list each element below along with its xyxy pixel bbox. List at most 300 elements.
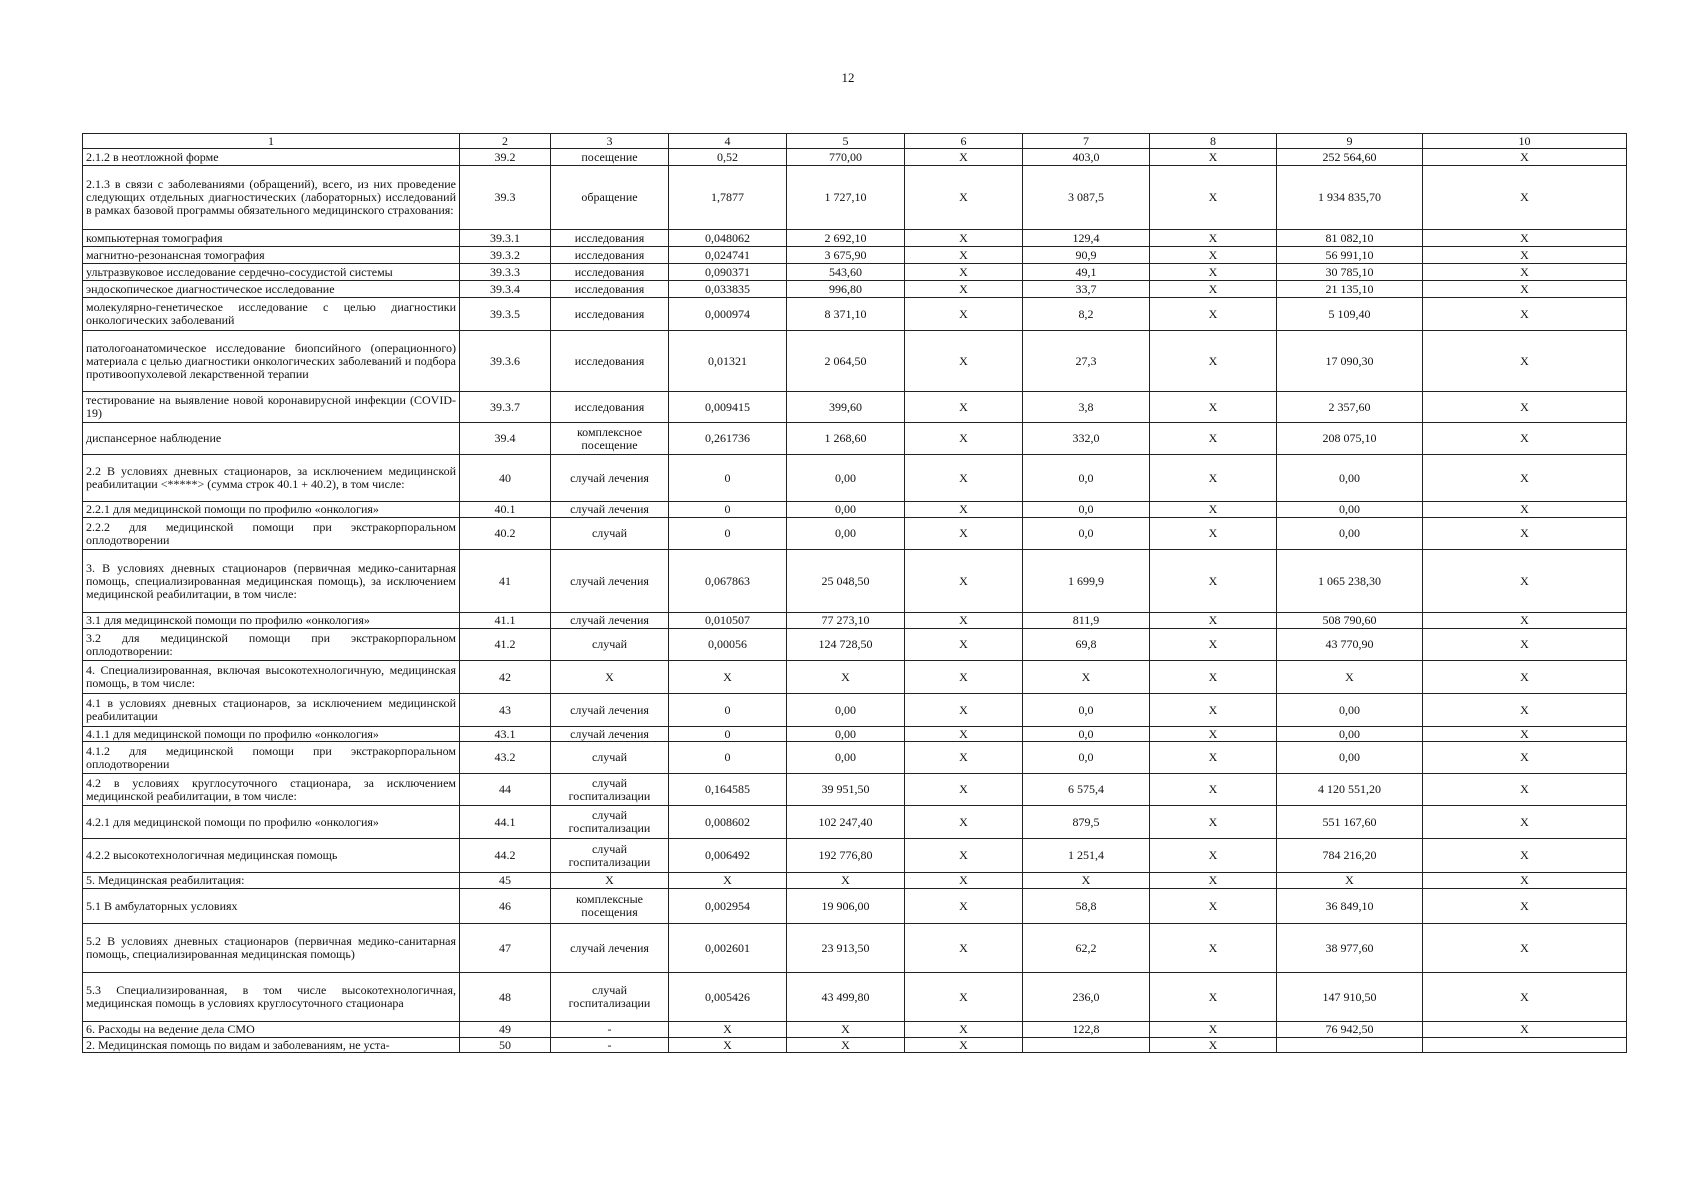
unit-cell: случай лечения <box>551 502 669 518</box>
table-row <box>83 613 1627 629</box>
value-cell-10: Х <box>1423 1022 1627 1038</box>
header-row <box>83 134 1627 149</box>
value-cell-4: 0 <box>669 742 787 774</box>
value-cell-8: Х <box>1150 774 1277 806</box>
header-cell: 9 <box>1277 134 1423 149</box>
value-cell-5: 1 268,60 <box>787 423 905 455</box>
value-cell-8: Х <box>1150 839 1277 873</box>
value-cell-9 <box>1277 1038 1423 1053</box>
value-cell-10: Х <box>1423 839 1627 873</box>
unit-cell: исследования <box>551 281 669 298</box>
row-code-cell: 39.3.2 <box>460 247 551 264</box>
value-cell-4: 0 <box>669 727 787 742</box>
value-cell-10: Х <box>1423 924 1627 973</box>
value-cell-6: Х <box>905 839 1023 873</box>
table-row <box>83 629 1627 661</box>
value-cell-6: Х <box>905 1038 1023 1053</box>
row-code-cell: 45 <box>460 873 551 889</box>
value-cell-9: 147 910,50 <box>1277 973 1423 1022</box>
value-cell-8: Х <box>1150 149 1277 166</box>
row-name-cell: 2.1.3 в связи с заболеваниями (обращений), всего, из них проведение следующих отдельных диагностических (лабораторных) исследований в рамках базовой программы обязательного медицинского страхования: <box>83 166 460 230</box>
row-code-cell: 44.1 <box>460 806 551 839</box>
row-name-cell: 5.1 В амбулаторных условиях <box>83 889 460 924</box>
table-row <box>83 1022 1627 1038</box>
table-row <box>83 298 1627 331</box>
row-code-cell: 39.3.1 <box>460 230 551 247</box>
value-cell-5: 124 728,50 <box>787 629 905 661</box>
unit-cell: - <box>551 1022 669 1038</box>
unit-cell: исследования <box>551 392 669 423</box>
value-cell-8: Х <box>1150 230 1277 247</box>
table-row <box>83 331 1627 392</box>
value-cell-5: 39 951,50 <box>787 774 905 806</box>
value-cell-8: Х <box>1150 873 1277 889</box>
unit-cell: случай <box>551 629 669 661</box>
value-cell-7: Х <box>1023 873 1150 889</box>
value-cell-8: Х <box>1150 661 1277 694</box>
value-cell-6: Х <box>905 247 1023 264</box>
value-cell-9: 0,00 <box>1277 742 1423 774</box>
value-cell-8: Х <box>1150 924 1277 973</box>
row-name-cell: 5. Медицинская реабилитация: <box>83 873 460 889</box>
unit-cell: случай лечения <box>551 727 669 742</box>
value-cell-4: 0,033835 <box>669 281 787 298</box>
value-cell-9: 784 216,20 <box>1277 839 1423 873</box>
unit-cell: Х <box>551 661 669 694</box>
value-cell-10: Х <box>1423 973 1627 1022</box>
row-name-cell: тестирование на выявление новой коронавирусной инфекции (COVID-19) <box>83 392 460 423</box>
value-cell-9: 0,00 <box>1277 694 1423 727</box>
value-cell-4: 0,164585 <box>669 774 787 806</box>
value-cell-7: 8,2 <box>1023 298 1150 331</box>
unit-cell: случай <box>551 518 669 550</box>
value-cell-5: 0,00 <box>787 742 905 774</box>
row-name-cell: 4.1.1 для медицинской помощи по профилю «онкология» <box>83 727 460 742</box>
value-cell-6: Х <box>905 973 1023 1022</box>
header-cell: 8 <box>1150 134 1277 149</box>
row-name-cell: 2.2.1 для медицинской помощи по профилю «онкология» <box>83 502 460 518</box>
value-cell-7: 0,0 <box>1023 694 1150 727</box>
value-cell-9: 0,00 <box>1277 727 1423 742</box>
value-cell-4: 0,002954 <box>669 889 787 924</box>
page-number: 12 <box>841 70 855 85</box>
value-cell-6: Х <box>905 331 1023 392</box>
value-cell-8: Х <box>1150 264 1277 281</box>
table-row <box>83 727 1627 742</box>
value-cell-9: 36 849,10 <box>1277 889 1423 924</box>
value-cell-4: 0,024741 <box>669 247 787 264</box>
table-row <box>83 149 1627 166</box>
table-row <box>83 281 1627 298</box>
value-cell-8: Х <box>1150 613 1277 629</box>
value-cell-8: Х <box>1150 298 1277 331</box>
value-cell-8: Х <box>1150 455 1277 502</box>
value-cell-9: 30 785,10 <box>1277 264 1423 281</box>
table-row <box>83 264 1627 281</box>
value-cell-6: Х <box>905 613 1023 629</box>
row-name-cell: 3. В условиях дневных стационаров (первичная медико-санитарная помощь, специализированная медицинская помощь), за исключением медицинской реабилитации, в том числе: <box>83 550 460 613</box>
tariff-table <box>82 133 1627 1053</box>
value-cell-8: Х <box>1150 742 1277 774</box>
value-cell-6: Х <box>905 392 1023 423</box>
row-name-cell: 4. Специализированная, включая высокотехнологичную, медицинская помощь, в том числе: <box>83 661 460 694</box>
value-cell-5: Х <box>787 661 905 694</box>
value-cell-5: 19 906,00 <box>787 889 905 924</box>
value-cell-10: Х <box>1423 742 1627 774</box>
value-cell-8: Х <box>1150 806 1277 839</box>
row-name-cell: 3.2 для медицинской помощи при экстракорпоральном оплодотворении: <box>83 629 460 661</box>
value-cell-10: Х <box>1423 518 1627 550</box>
value-cell-6: Х <box>905 806 1023 839</box>
value-cell-6: Х <box>905 281 1023 298</box>
header-cell: 3 <box>551 134 669 149</box>
value-cell-9: 0,00 <box>1277 502 1423 518</box>
row-name-cell: патологоанатомическое исследование биопсийного (операционного) материала с целью диагностики онкологических заболеваний и подбора противоопухолевой лекарственной терапии <box>83 331 460 392</box>
row-code-cell: 39.3.4 <box>460 281 551 298</box>
value-cell-7: 811,9 <box>1023 613 1150 629</box>
row-name-cell: 4.2.1 для медицинской помощи по профилю «онкология» <box>83 806 460 839</box>
value-cell-4: 0,00056 <box>669 629 787 661</box>
value-cell-9: 43 770,90 <box>1277 629 1423 661</box>
unit-cell: обращение <box>551 166 669 230</box>
header-cell: 10 <box>1423 134 1627 149</box>
value-cell-5: Х <box>787 1022 905 1038</box>
unit-cell: случай лечения <box>551 550 669 613</box>
table-body <box>83 134 1627 1053</box>
value-cell-6: Х <box>905 518 1023 550</box>
row-code-cell: 50 <box>460 1038 551 1053</box>
value-cell-4: Х <box>669 661 787 694</box>
value-cell-8: Х <box>1150 973 1277 1022</box>
table-row <box>83 423 1627 455</box>
row-code-cell: 41.1 <box>460 613 551 629</box>
header-cell: 1 <box>83 134 460 149</box>
value-cell-9: 76 942,50 <box>1277 1022 1423 1038</box>
row-name-cell: 3.1 для медицинской помощи по профилю «онкология» <box>83 613 460 629</box>
value-cell-8: Х <box>1150 166 1277 230</box>
value-cell-4: Х <box>669 873 787 889</box>
table-row <box>83 889 1627 924</box>
row-name-cell: ультразвуковое исследование сердечно-сосудистой системы <box>83 264 460 281</box>
row-name-cell: 2.2 В условиях дневных стационаров, за исключением медицинской реабилитации <*****> (сумма строк 40.1 + 40.2), в том числе: <box>83 455 460 502</box>
value-cell-7: 879,5 <box>1023 806 1150 839</box>
row-name-cell: 5.2 В условиях дневных стационаров (первичная медико-санитарная помощь, специализированная медицинская помощь) <box>83 924 460 973</box>
value-cell-7: 3,8 <box>1023 392 1150 423</box>
value-cell-4: 0,005426 <box>669 973 787 1022</box>
value-cell-8: Х <box>1150 331 1277 392</box>
row-name-cell: 4.1.2 для медицинской помощи при экстракорпоральном оплодотворении <box>83 742 460 774</box>
row-name-cell: 2.2.2 для медицинской помощи при экстракорпоральном оплодотворении <box>83 518 460 550</box>
value-cell-5: 0,00 <box>787 518 905 550</box>
value-cell-5: 2 064,50 <box>787 331 905 392</box>
header-cell: 6 <box>905 134 1023 149</box>
table-row <box>83 873 1627 889</box>
value-cell-6: Х <box>905 661 1023 694</box>
unit-cell: исследования <box>551 331 669 392</box>
value-cell-7: 122,8 <box>1023 1022 1150 1038</box>
value-cell-5: 192 776,80 <box>787 839 905 873</box>
value-cell-10: Х <box>1423 727 1627 742</box>
value-cell-4: 0,008602 <box>669 806 787 839</box>
row-code-cell: 47 <box>460 924 551 973</box>
value-cell-5: 3 675,90 <box>787 247 905 264</box>
unit-cell: случай госпитализации <box>551 973 669 1022</box>
value-cell-8: Х <box>1150 1038 1277 1053</box>
row-name-cell: 5.3 Специализированная, в том числе высокотехнологичная, медицинская помощь в условиях круглосуточного стационара <box>83 973 460 1022</box>
row-name-cell: 6. Расходы на ведение дела СМО <box>83 1022 460 1038</box>
table-row <box>83 661 1627 694</box>
table-row <box>83 518 1627 550</box>
value-cell-7: 403,0 <box>1023 149 1150 166</box>
value-cell-7: 69,8 <box>1023 629 1150 661</box>
value-cell-5: 770,00 <box>787 149 905 166</box>
table-row <box>83 247 1627 264</box>
value-cell-5: 0,00 <box>787 727 905 742</box>
value-cell-8: Х <box>1150 1022 1277 1038</box>
value-cell-4: 0,048062 <box>669 230 787 247</box>
value-cell-10: Х <box>1423 774 1627 806</box>
value-cell-4: 0,01321 <box>669 331 787 392</box>
value-cell-6: Х <box>905 149 1023 166</box>
value-cell-10: Х <box>1423 629 1627 661</box>
value-cell-10: Х <box>1423 281 1627 298</box>
unit-cell: исследования <box>551 230 669 247</box>
value-cell-6: Х <box>905 423 1023 455</box>
row-name-cell: диспансерное наблюдение <box>83 423 460 455</box>
value-cell-6: Х <box>905 264 1023 281</box>
table-row <box>83 230 1627 247</box>
header-cell: 4 <box>669 134 787 149</box>
row-code-cell: 39.4 <box>460 423 551 455</box>
unit-cell: случай лечения <box>551 694 669 727</box>
value-cell-7: 1 699,9 <box>1023 550 1150 613</box>
value-cell-10: Х <box>1423 661 1627 694</box>
value-cell-9: 4 120 551,20 <box>1277 774 1423 806</box>
unit-cell: случай лечения <box>551 455 669 502</box>
value-cell-6: Х <box>905 230 1023 247</box>
value-cell-5: 2 692,10 <box>787 230 905 247</box>
unit-cell: случай лечения <box>551 924 669 973</box>
value-cell-4: 0,52 <box>669 149 787 166</box>
value-cell-6: Х <box>905 873 1023 889</box>
value-cell-10: Х <box>1423 149 1627 166</box>
value-cell-10 <box>1423 1038 1627 1053</box>
value-cell-10: Х <box>1423 889 1627 924</box>
table-row <box>83 166 1627 230</box>
unit-cell: исследования <box>551 298 669 331</box>
row-code-cell: 43.2 <box>460 742 551 774</box>
value-cell-9: 21 135,10 <box>1277 281 1423 298</box>
value-cell-6: Х <box>905 694 1023 727</box>
value-cell-5: 0,00 <box>787 502 905 518</box>
value-cell-6: Х <box>905 298 1023 331</box>
value-cell-9: 508 790,60 <box>1277 613 1423 629</box>
unit-cell: случай госпитализации <box>551 806 669 839</box>
value-cell-8: Х <box>1150 518 1277 550</box>
value-cell-4: 0 <box>669 455 787 502</box>
value-cell-10: Х <box>1423 806 1627 839</box>
value-cell-6: Х <box>905 1022 1023 1038</box>
value-cell-5: 399,60 <box>787 392 905 423</box>
row-code-cell: 39.3.7 <box>460 392 551 423</box>
value-cell-7: 1 251,4 <box>1023 839 1150 873</box>
value-cell-4: 0 <box>669 694 787 727</box>
value-cell-9: 0,00 <box>1277 455 1423 502</box>
row-name-cell: 4.2 в условиях круглосуточного стационара, за исключением медицинской реабилитации, в том числе: <box>83 774 460 806</box>
value-cell-5: 23 913,50 <box>787 924 905 973</box>
value-cell-8: Х <box>1150 247 1277 264</box>
value-cell-7: Х <box>1023 661 1150 694</box>
row-name-cell: 4.2.2 высокотехнологичная медицинская помощь <box>83 839 460 873</box>
value-cell-4: Х <box>669 1038 787 1053</box>
value-cell-7: 129,4 <box>1023 230 1150 247</box>
unit-cell: исследования <box>551 247 669 264</box>
value-cell-5: 0,00 <box>787 694 905 727</box>
table-row <box>83 392 1627 423</box>
value-cell-5: 25 048,50 <box>787 550 905 613</box>
value-cell-8: Х <box>1150 629 1277 661</box>
value-cell-10: Х <box>1423 298 1627 331</box>
unit-cell: Х <box>551 873 669 889</box>
value-cell-10: Х <box>1423 550 1627 613</box>
value-cell-6: Х <box>905 727 1023 742</box>
value-cell-5: 8 371,10 <box>787 298 905 331</box>
unit-cell: - <box>551 1038 669 1053</box>
value-cell-9: 56 991,10 <box>1277 247 1423 264</box>
value-cell-9: 1 934 835,70 <box>1277 166 1423 230</box>
row-code-cell: 39.3.6 <box>460 331 551 392</box>
table-row <box>83 973 1627 1022</box>
row-code-cell: 43 <box>460 694 551 727</box>
header-cell: 2 <box>460 134 551 149</box>
value-cell-4: Х <box>669 1022 787 1038</box>
value-cell-8: Х <box>1150 694 1277 727</box>
value-cell-7 <box>1023 1038 1150 1053</box>
row-code-cell: 40.1 <box>460 502 551 518</box>
value-cell-7: 90,9 <box>1023 247 1150 264</box>
header-cell: 7 <box>1023 134 1150 149</box>
row-name-cell: молекулярно-генетическое исследование с целью диагностики онкологических заболеваний <box>83 298 460 331</box>
value-cell-9: 17 090,30 <box>1277 331 1423 392</box>
value-cell-10: Х <box>1423 423 1627 455</box>
row-name-cell: магнитно-резонансная томография <box>83 247 460 264</box>
value-cell-10: Х <box>1423 455 1627 502</box>
row-name-cell: 4.1 в условиях дневных стационаров, за исключением медицинской реабилитации <box>83 694 460 727</box>
value-cell-9: Х <box>1277 661 1423 694</box>
value-cell-5: 43 499,80 <box>787 973 905 1022</box>
value-cell-6: Х <box>905 166 1023 230</box>
table-row <box>83 502 1627 518</box>
value-cell-9: 38 977,60 <box>1277 924 1423 973</box>
value-cell-10: Х <box>1423 264 1627 281</box>
row-name-cell: 2.1.2 в неотложной форме <box>83 149 460 166</box>
tariff-table-sheet <box>82 133 1626 1053</box>
value-cell-7: 0,0 <box>1023 742 1150 774</box>
value-cell-10: Х <box>1423 613 1627 629</box>
row-code-cell: 40.2 <box>460 518 551 550</box>
value-cell-10: Х <box>1423 694 1627 727</box>
row-code-cell: 48 <box>460 973 551 1022</box>
unit-cell: случай <box>551 742 669 774</box>
value-cell-5: 102 247,40 <box>787 806 905 839</box>
value-cell-4: 0,000974 <box>669 298 787 331</box>
table-row <box>83 839 1627 873</box>
value-cell-4: 1,7877 <box>669 166 787 230</box>
value-cell-10: Х <box>1423 873 1627 889</box>
unit-cell: случай лечения <box>551 613 669 629</box>
unit-cell: посещение <box>551 149 669 166</box>
value-cell-9: 5 109,40 <box>1277 298 1423 331</box>
value-cell-7: 27,3 <box>1023 331 1150 392</box>
value-cell-7: 0,0 <box>1023 455 1150 502</box>
value-cell-7: 0,0 <box>1023 502 1150 518</box>
table-row <box>83 806 1627 839</box>
value-cell-8: Х <box>1150 281 1277 298</box>
row-code-cell: 41.2 <box>460 629 551 661</box>
row-code-cell: 39.2 <box>460 149 551 166</box>
table-row <box>83 694 1627 727</box>
value-cell-8: Х <box>1150 550 1277 613</box>
value-cell-6: Х <box>905 774 1023 806</box>
row-code-cell: 49 <box>460 1022 551 1038</box>
row-name-cell: эндоскопическое диагностическое исследование <box>83 281 460 298</box>
value-cell-10: Х <box>1423 502 1627 518</box>
table-row <box>83 774 1627 806</box>
value-cell-10: Х <box>1423 166 1627 230</box>
row-code-cell: 40 <box>460 455 551 502</box>
row-code-cell: 39.3 <box>460 166 551 230</box>
value-cell-8: Х <box>1150 392 1277 423</box>
value-cell-7: 49,1 <box>1023 264 1150 281</box>
row-code-cell: 46 <box>460 889 551 924</box>
value-cell-6: Х <box>905 889 1023 924</box>
value-cell-5: Х <box>787 873 905 889</box>
row-code-cell: 44.2 <box>460 839 551 873</box>
value-cell-4: 0,009415 <box>669 392 787 423</box>
value-cell-5: 0,00 <box>787 455 905 502</box>
value-cell-4: 0,261736 <box>669 423 787 455</box>
value-cell-7: 58,8 <box>1023 889 1150 924</box>
value-cell-5: 543,60 <box>787 264 905 281</box>
table-row <box>83 742 1627 774</box>
value-cell-9: 0,00 <box>1277 518 1423 550</box>
value-cell-10: Х <box>1423 392 1627 423</box>
row-name-cell: компьютерная томография <box>83 230 460 247</box>
value-cell-4: 0 <box>669 518 787 550</box>
header-cell: 5 <box>787 134 905 149</box>
value-cell-6: Х <box>905 742 1023 774</box>
value-cell-7: 3 087,5 <box>1023 166 1150 230</box>
value-cell-10: Х <box>1423 331 1627 392</box>
table-row <box>83 550 1627 613</box>
value-cell-5: 996,80 <box>787 281 905 298</box>
row-code-cell: 39.3.3 <box>460 264 551 281</box>
value-cell-7: 0,0 <box>1023 727 1150 742</box>
value-cell-9: 81 082,10 <box>1277 230 1423 247</box>
unit-cell: комплексное посещение <box>551 423 669 455</box>
table-row <box>83 924 1627 973</box>
value-cell-7: 62,2 <box>1023 924 1150 973</box>
value-cell-9: 2 357,60 <box>1277 392 1423 423</box>
table-row <box>83 455 1627 502</box>
value-cell-8: Х <box>1150 727 1277 742</box>
row-name-cell: 2. Медицинская помощь по видам и заболеваниям, не уста- <box>83 1038 460 1053</box>
value-cell-4: 0,002601 <box>669 924 787 973</box>
value-cell-6: Х <box>905 455 1023 502</box>
value-cell-4: 0,067863 <box>669 550 787 613</box>
value-cell-10: Х <box>1423 230 1627 247</box>
value-cell-8: Х <box>1150 889 1277 924</box>
